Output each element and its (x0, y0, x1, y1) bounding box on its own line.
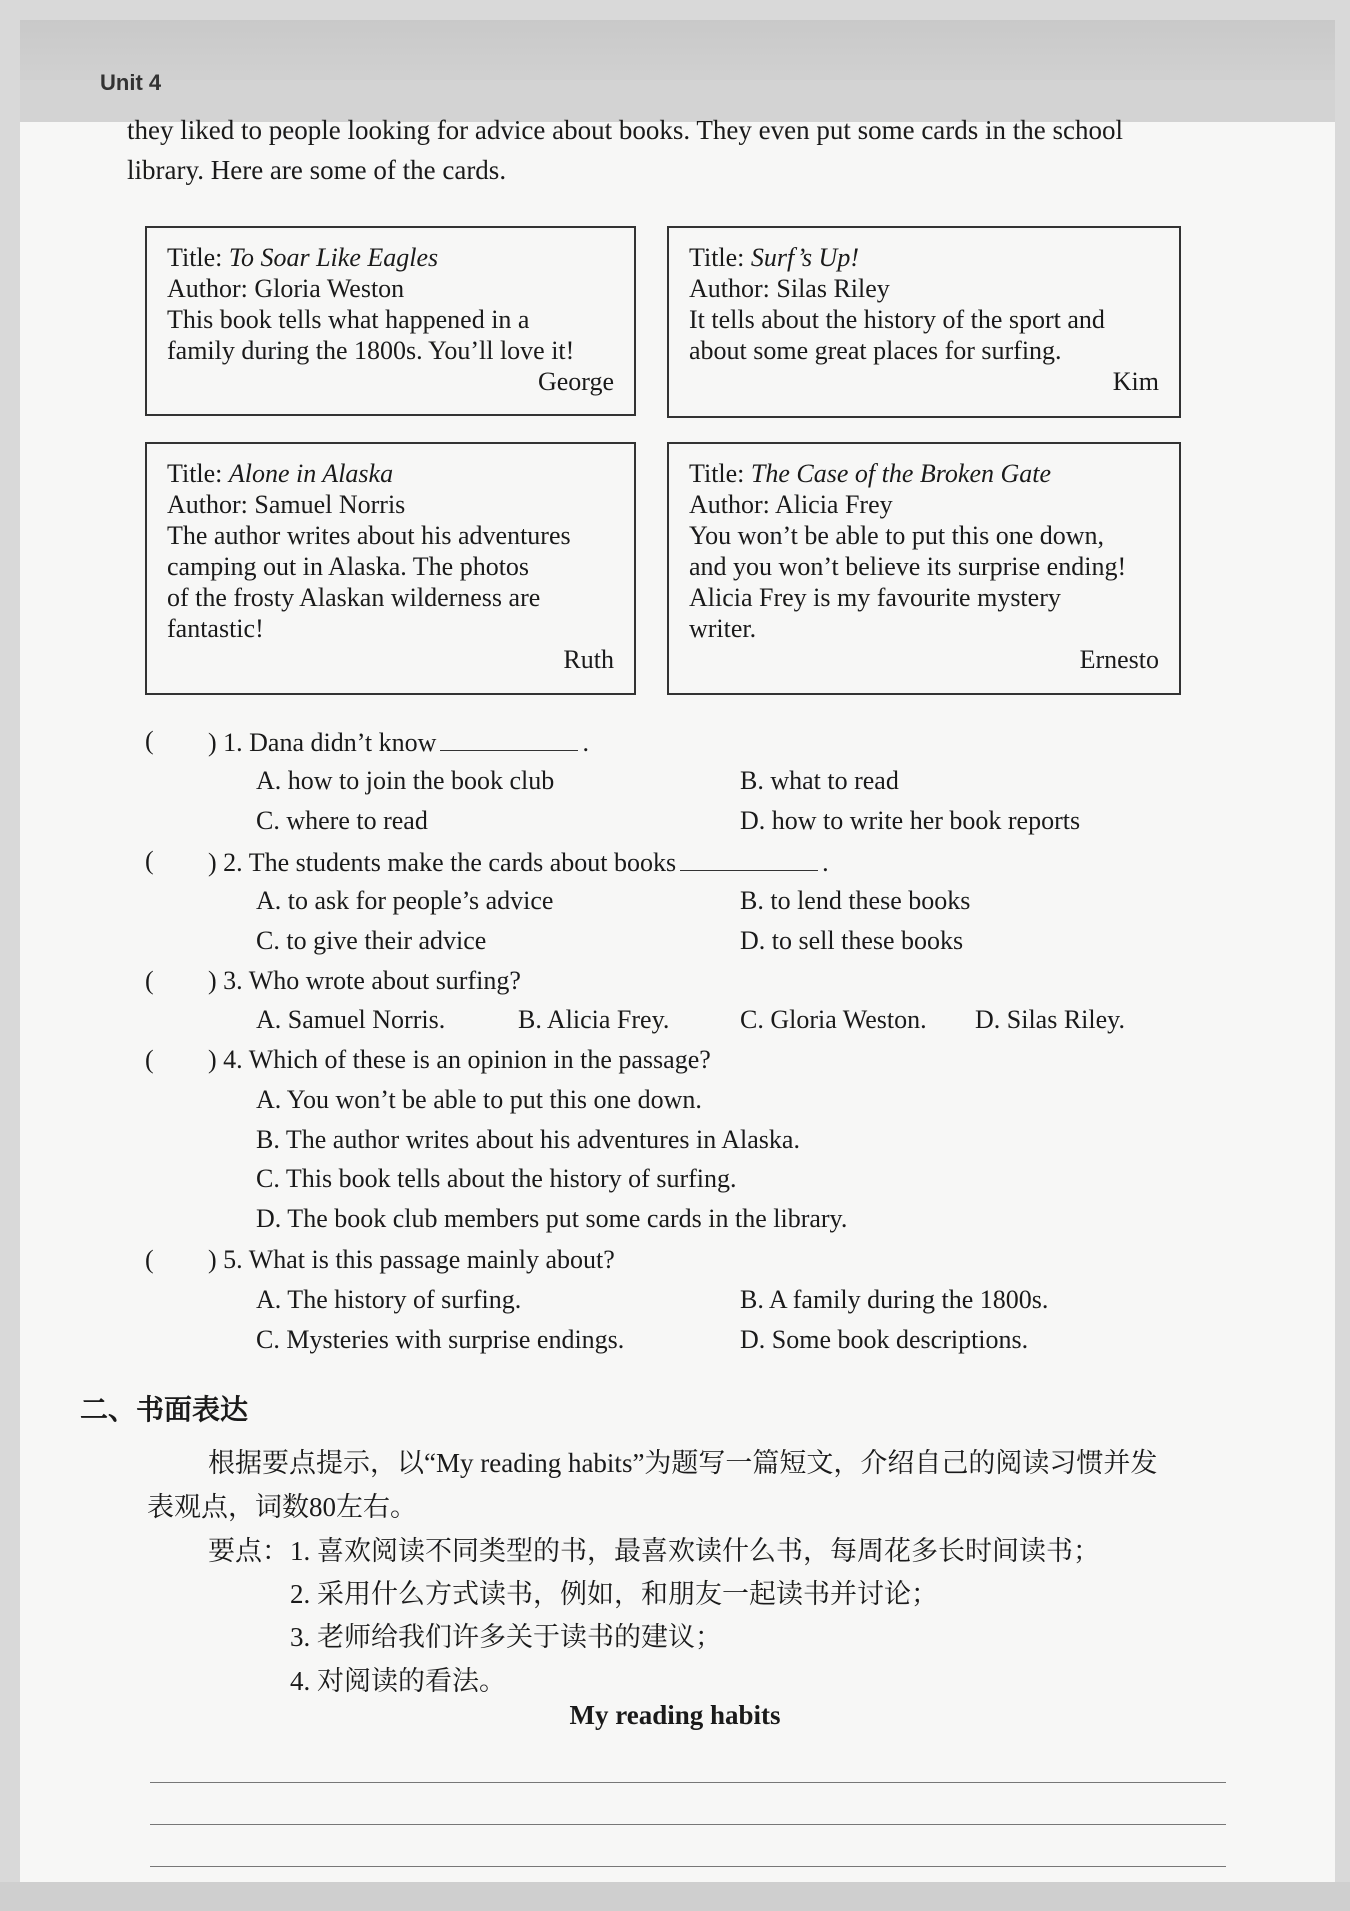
option: A. The history of surfing. (256, 1285, 522, 1314)
point-4: 4. 对阅读的看法。 (290, 1666, 506, 1696)
answer-paren[interactable]: ( (145, 1045, 154, 1074)
point-2: 2. 采用什么方式读书，例如，和朋友一起读书并讨论； (290, 1579, 938, 1609)
book-title: Surf’s Up! (750, 243, 859, 272)
card-signature: Ernesto (1079, 645, 1159, 674)
option: C. where to read (256, 806, 428, 835)
card-body-line: of the frosty Alaskan wilderness are (167, 583, 541, 612)
card-body-line: about some great places for surfing. (689, 336, 1062, 365)
option: D. how to write her book reports (740, 806, 1081, 835)
answer-paren[interactable]: ( (145, 846, 154, 875)
answer-blank[interactable] (440, 726, 578, 751)
card-author: Author: Gloria Weston (167, 274, 405, 303)
option: C. Mysteries with surprise endings. (256, 1325, 625, 1354)
page-bottom-edge (0, 1882, 1350, 1911)
book-card-4 (667, 442, 1181, 695)
unit-label: Unit 4 (100, 70, 162, 95)
point-1: 1. 喜欢阅读不同类型的书，最喜欢读什么书，每周花多长时间读书； (290, 1536, 1100, 1566)
card-body-line: family during the 1800s. You’ll love it! (167, 336, 575, 365)
card-signature: Ruth (563, 645, 614, 674)
option: B. Alicia Frey. (518, 1005, 670, 1034)
intro-line-2: library. Here are some of the cards. (127, 155, 507, 185)
option: C. to give their advice (256, 926, 487, 955)
book-card-2 (667, 226, 1181, 418)
card-title: Title: Alone in Alaska (167, 459, 394, 488)
intro-text (127, 110, 1207, 190)
option: B. The author writes about his adventures in Alaska. (256, 1125, 800, 1154)
option: D. Some book descriptions. (740, 1325, 1029, 1354)
book-card-1 (145, 226, 636, 416)
option: B. to lend these books (740, 886, 971, 915)
option: A. to ask for people’s advice (256, 886, 554, 915)
card-title: Title: To Soar Like Eagles (167, 243, 439, 272)
option: C. This book tells about the history of surfing. (256, 1164, 737, 1193)
points-label: 要点： (208, 1536, 289, 1566)
book-card-3 (145, 442, 636, 695)
card-title: Title: The Case of the Broken Gate (689, 459, 1052, 488)
card-body-line: The author writes about his adventures (167, 521, 571, 550)
option: B. A family during the 1800s. (740, 1285, 1049, 1314)
question-3: ) 3. Who wrote about surfing? (208, 966, 521, 995)
card-body-line: Alicia Frey is my favourite mystery (689, 583, 1061, 612)
option: D. to sell these books (740, 926, 964, 955)
point-3: 3. 老师给我们许多关于读书的建议； (290, 1622, 722, 1652)
card-body-line: fantastic! (167, 614, 264, 643)
writing-line[interactable] (150, 1866, 1226, 1867)
card-author: Author: Silas Riley (689, 274, 890, 303)
card-signature: George (537, 367, 614, 396)
book-title: Alone in Alaska (228, 459, 394, 488)
option: D. The book club members put some cards in the library. (256, 1204, 848, 1233)
writing-line[interactable] (150, 1782, 1226, 1783)
option: A. You won’t be able to put this one down. (256, 1085, 702, 1114)
writing-line[interactable] (150, 1824, 1226, 1825)
option: C. Gloria Weston. (740, 1005, 927, 1034)
essay-title: My reading habits (569, 1700, 781, 1730)
card-body-line: It tells about the history of the sport and (689, 305, 1105, 334)
question-4: ) 4. Which of these is an opinion in the passage? (208, 1045, 711, 1074)
card-body-line: and you won’t believe its surprise ending! (689, 552, 1127, 581)
card-body-line: writer. (689, 614, 757, 643)
answer-paren[interactable]: ( (145, 1245, 154, 1274)
card-body-line: camping out in Alaska. The photos (167, 552, 530, 581)
option: A. how to join the book club (256, 766, 555, 795)
question-2: ) 2. The students make the cards about books . (208, 848, 829, 877)
card-body-line: This book tells what happened in a (167, 305, 530, 334)
prompt-line-1: 根据要点提示，以“My reading habits”为题写一篇短文，介绍自己的阅读习惯并发 (208, 1448, 1158, 1478)
answer-paren[interactable]: ( (145, 726, 154, 755)
answer-blank[interactable] (680, 846, 818, 871)
card-body-line: You won’t be able to put this one down, (689, 521, 1105, 550)
card-author: Author: Samuel Norris (167, 490, 406, 519)
prompt-line-2: 表观点，词数80左右。 (147, 1492, 417, 1522)
option: B. what to read (740, 766, 899, 795)
card-author: Author: Alicia Frey (689, 490, 893, 519)
option: A. Samuel Norris. (256, 1005, 446, 1034)
card-title: Title: Surf’s Up! (689, 243, 859, 272)
section-title: 二、书面表达 (80, 1393, 249, 1426)
question-5: ) 5. What is this passage mainly about? (208, 1245, 615, 1274)
book-title: The Case of the Broken Gate (750, 459, 1052, 488)
card-signature: Kim (1112, 367, 1159, 396)
book-title: To Soar Like Eagles (228, 243, 439, 272)
intro-line-1: they liked to people looking for advice about books. They even put some cards in the school (127, 115, 1124, 145)
question-1: ) 1. Dana didn’t know . (208, 728, 589, 757)
answer-paren[interactable]: ( (145, 966, 154, 995)
option: D. Silas Riley. (975, 1005, 1125, 1034)
